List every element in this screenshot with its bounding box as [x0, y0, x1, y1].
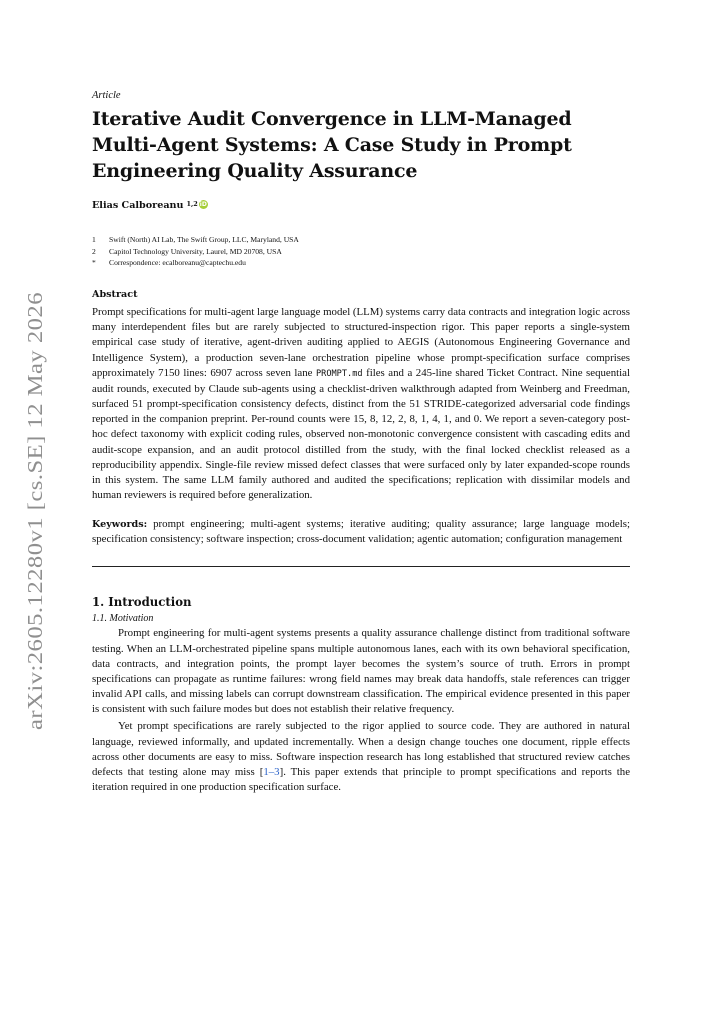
- intro-paragraph-1: Prompt engineering for multi-agent systems presents a quality assurance challenge distinct from traditional software testing. When an LLM-orchestrated pipeline spans multiple autonomous lanes, each with its own behavioral specification, data contracts, and integration points, the prompt layer becomes the system’s source of truth. Errors in prompt specifications can propagate as runtime failures: wrong field names may break data handoffs, stale references can trigger invalid API calls, and missing labels can corrupt downstream classification. The empirical evidence presented in this paper is consistent with such failure modes but does not establish their relative frequency.: [92, 627, 630, 716]
- citation-link[interactable]: 1–3: [263, 765, 280, 778]
- intro-paragraph-2: [92, 719, 630, 795]
- arxiv-id-text: arXiv:2605.12280v1 [cs.SE] 12 May 2026: [23, 348, 47, 730]
- keywords-label: Keywords:: [92, 519, 148, 531]
- affiliation-item: [92, 257, 630, 269]
- abstract-code-filename: PROMPT.md: [315, 368, 363, 379]
- keywords-block: [92, 517, 630, 547]
- abstract-body: [92, 305, 630, 503]
- affiliations-list: [92, 234, 630, 269]
- abstract-heading: Abstract: [92, 289, 138, 301]
- abstract-text-part-2: files and a 245-line shared Ticket Contract. Nine sequential audit rounds, executed by Claude sub-agents using a checklist-driven walkthrough adapted from Weinberg and Freedman, surfaced 51 prompt-specification consistency defects, distinct from the 51 STRIDE-categorized adversarial code findings reported in the companion preprint. Per-round counts were 15, 8, 12, 2, 8, 1, 4, 1, and 0. We report a seven-category post-hoc defect taxonomy with explicit coding rules, observed non-monotonic convergence consistent with cascading edits and audit-scope expansion, and an audit protocol distilled from the study, with the final locked checklist released as a reproducibility appendix. Single-file review missed defect classes that were surfaced only by later expanded-scope rounds in this system. The same LLM family authored and audited the specifications; replication with dissimilar models and human reviewers is required before generalization.: [92, 366, 631, 501]
- arxiv-sidebar-identifier: [20, 290, 52, 730]
- subsection-heading-motivation: 1.1. Motivation: [92, 613, 154, 625]
- correspondence-text: Correspondence: ecalboreanu@captechu.edu: [109, 258, 246, 268]
- author-affiliation-marks: 1,2: [186, 200, 198, 208]
- affiliation-mark: 1: [92, 235, 96, 244]
- correspondence-mark: *: [92, 258, 96, 268]
- affiliation-text: Swift (North) AI Lab, The Swift Group, LLC, Maryland, USA: [109, 235, 299, 244]
- author-name: Elias Calboreanu: [92, 200, 184, 211]
- abstract-text-part-1: Prompt specifications for multi-agent large language model (LLM) systems carry data contracts and integration logic across many interdependent files but are rarely subjected to structured-inspection rigor. This paper reports a single-system empirical case study of iterative, agent-driven auditing applied to AEGIS (Autonomous Engineering Governance and Intelligence System), a production seven-lane orchestration pipeline whose prompt-specification surface comprises approximately 7150 lines: 6907 across seven lane: [92, 306, 630, 379]
- paper-title: Iterative Audit Convergence in LLM-Managed Multi-Agent Systems: A Case Study in Prompt Engineering Quality Assurance: [92, 108, 572, 182]
- affiliation-text: Capitol Technology University, Laurel, MD 20708, USA: [109, 246, 282, 256]
- intro-paragraph-2-tail: ]. This paper extends that principle to prompt specifications and reports the iteration required in one production specification surface.: [92, 765, 631, 794]
- affiliation-item: [92, 246, 630, 258]
- article-type-label: Article: [92, 90, 121, 101]
- orcid-icon[interactable]: iD: [199, 201, 207, 208]
- affiliation-item: [92, 234, 630, 246]
- intro-paragraph-2-text: Yet prompt specifications are rarely subjected to the rigor applied to source code. They are authored in natural language, reviewed informally, and updated incrementally. When a design change touches one document, ripple effects across other documents are easy to miss. Software inspection research has long established that structured review catches defects that testing alone may miss [: [92, 720, 630, 778]
- keywords-text: prompt engineering; multi-agent systems; iterative auditing; quality assurance; large language models; specification consistency; software inspection; cross-document validation; agentic automation; configuration management: [92, 518, 630, 546]
- author-line: [92, 200, 630, 211]
- affiliation-mark: 2: [92, 246, 96, 256]
- section-divider: [92, 566, 630, 567]
- paper-content: [92, 90, 630, 795]
- section-heading-introduction: 1. Introduction: [92, 595, 192, 610]
